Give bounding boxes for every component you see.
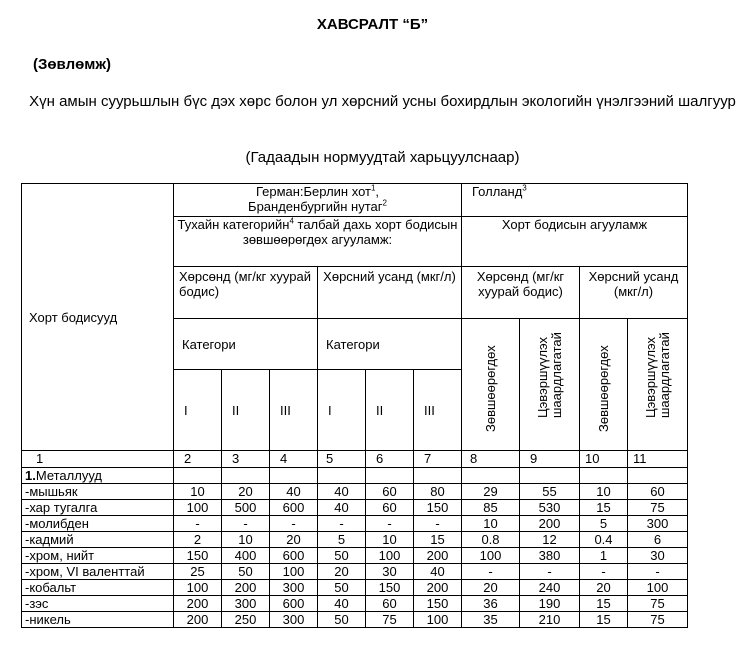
germany-subheader: Тухайн категорийн$^4$ талбай дахь хорт бодисын зөвшөөрөгдөх агууламж: <box>174 217 462 267</box>
table-cell: 5 <box>318 532 366 548</box>
table-cell: 40 <box>318 596 366 612</box>
table-cell: - <box>520 564 580 580</box>
germany-soil-category: Категори <box>174 319 318 370</box>
table-cell: 380 <box>520 548 580 564</box>
category-iii: III <box>270 370 318 451</box>
substance-name: -кобальт <box>22 580 174 596</box>
table-cell: 15 <box>580 612 628 628</box>
substance-name: -хром, VI валенттай <box>22 564 174 580</box>
table-cell: 29 <box>462 484 520 500</box>
germany-soil-header: Хөрсөнд (мг/кг хуурай бодис) <box>174 267 318 319</box>
table-cell: 10 <box>580 484 628 500</box>
table-cell: 20 <box>580 580 628 596</box>
substance-name: -молибден <box>22 516 174 532</box>
table-cell: 100 <box>270 564 318 580</box>
table-row <box>22 532 688 548</box>
table-cell: 5 <box>580 516 628 532</box>
table-cell: 40 <box>318 484 366 500</box>
table-cell: 150 <box>414 500 462 516</box>
column-number: 4 <box>270 451 318 468</box>
table-cell: 10 <box>366 532 414 548</box>
holland-soil-cleanup: Цэвэршүүлэх шаардлагатай <box>520 319 580 451</box>
table-cell: 10 <box>174 484 222 500</box>
table-cell: 85 <box>462 500 520 516</box>
appendix-title: ХАВСРАЛТ “Б” <box>316 16 429 33</box>
germany-water-category: Категори <box>318 319 462 370</box>
table-cell: - <box>414 516 462 532</box>
table-cell: - <box>270 516 318 532</box>
holland-water-permissible: Зөвшөөрөгдөх <box>580 319 628 451</box>
table-cell: 200 <box>174 596 222 612</box>
table-cell: 500 <box>222 500 270 516</box>
column-number: 5 <box>318 451 366 468</box>
table-cell: 2 <box>174 532 222 548</box>
column-number: 10 <box>580 451 628 468</box>
substances-header: Хорт бодисууд <box>22 184 174 451</box>
table-cell: 20 <box>462 580 520 596</box>
table-cell: 300 <box>270 580 318 596</box>
table-cell: 75 <box>366 612 414 628</box>
table-cell: 15 <box>580 596 628 612</box>
group-label: 1.Металлууд <box>22 468 174 484</box>
table-cell: 30 <box>366 564 414 580</box>
holland-water-header: Хөрсний усанд (мкг/л) <box>580 267 688 319</box>
holland-water-cleanup: Цэвэршүүлэх шаардлагатай <box>628 319 688 451</box>
table-cell: 200 <box>520 516 580 532</box>
table-row <box>22 548 688 564</box>
table-cell: 0.8 <box>462 532 520 548</box>
table-cell: 150 <box>414 596 462 612</box>
substance-name: -хар тугалга <box>22 500 174 516</box>
category-i: I <box>318 370 366 451</box>
substance-name: -зэс <box>22 596 174 612</box>
table-cell: 75 <box>628 612 688 628</box>
table-cell: 300 <box>270 612 318 628</box>
criteria-table <box>21 183 688 628</box>
table-cell: 55 <box>520 484 580 500</box>
column-number: 8 <box>462 451 520 468</box>
table-cell: 400 <box>222 548 270 564</box>
table-cell: 600 <box>270 548 318 564</box>
table-cell: 60 <box>366 500 414 516</box>
table-cell: 200 <box>414 548 462 564</box>
table-cell: 20 <box>318 564 366 580</box>
table-cell: 100 <box>462 548 520 564</box>
table-cell: 40 <box>270 484 318 500</box>
table-cell: 100 <box>174 580 222 596</box>
holland-soil-permissible: Зөвшөөрөгдөх <box>462 319 520 451</box>
table-cell: 150 <box>366 580 414 596</box>
table-cell: 600 <box>270 596 318 612</box>
table-cell: 50 <box>222 564 270 580</box>
table-cell: 60 <box>628 484 688 500</box>
table-cell: - <box>366 516 414 532</box>
column-number: 1 <box>22 451 174 468</box>
table-cell: 200 <box>414 580 462 596</box>
table-row <box>22 500 688 516</box>
holland-header: Голланд$^3$ <box>462 184 688 217</box>
document-heading: Хүн амын суурьшлын бүс дэх хөрс болон ул хөрсний усны бохирдлын экологийн үнэлгээний шалгуур <box>29 93 736 110</box>
table-cell: - <box>462 564 520 580</box>
table-cell: 30 <box>628 548 688 564</box>
table-row <box>22 564 688 580</box>
table-cell: 10 <box>222 532 270 548</box>
table-cell: - <box>628 564 688 580</box>
holland-subheader: Хорт бодисын агууламж <box>462 217 688 267</box>
substance-name: -никель <box>22 612 174 628</box>
substance-name: -мышьяк <box>22 484 174 500</box>
table-cell: 200 <box>174 612 222 628</box>
table-cell: 80 <box>414 484 462 500</box>
table-cell: 20 <box>270 532 318 548</box>
table-cell: 12 <box>520 532 580 548</box>
data-rows <box>22 484 688 628</box>
table-cell: 300 <box>628 516 688 532</box>
table-cell: 15 <box>580 500 628 516</box>
comparison-note: (Гадаадын нормуудтай харьцуулснаар) <box>245 149 520 166</box>
table-cell: 190 <box>520 596 580 612</box>
table-cell: 6 <box>628 532 688 548</box>
table-cell: - <box>222 516 270 532</box>
table-row <box>22 484 688 500</box>
table-row <box>22 612 688 628</box>
category-ii: II <box>222 370 270 451</box>
column-number: 7 <box>414 451 462 468</box>
table-cell: 1 <box>580 548 628 564</box>
column-number: 6 <box>366 451 414 468</box>
table-cell: 0.4 <box>580 532 628 548</box>
table-row <box>22 516 688 532</box>
table-cell: 530 <box>520 500 580 516</box>
table-cell: 15 <box>414 532 462 548</box>
table-cell: 300 <box>222 596 270 612</box>
table-cell: 40 <box>318 500 366 516</box>
table-cell: 50 <box>318 548 366 564</box>
substance-name: -кадмий <box>22 532 174 548</box>
table-cell: 150 <box>174 548 222 564</box>
table-cell: 60 <box>366 484 414 500</box>
table-cell: 10 <box>462 516 520 532</box>
table-cell: 75 <box>628 596 688 612</box>
table-cell: 40 <box>414 564 462 580</box>
column-number: 9 <box>520 451 580 468</box>
table-cell: 240 <box>520 580 580 596</box>
table-cell: 60 <box>366 596 414 612</box>
table-cell: 35 <box>462 612 520 628</box>
category-ii: II <box>366 370 414 451</box>
category-i: I <box>174 370 222 451</box>
table-cell: 100 <box>628 580 688 596</box>
table-row <box>22 580 688 596</box>
table-cell: - <box>318 516 366 532</box>
germany-header: Герман:Берлин хот$^1$, Бранденбургийн нутаг$^2$ <box>174 184 462 217</box>
table-cell: - <box>174 516 222 532</box>
table-cell: 100 <box>414 612 462 628</box>
table-cell: 50 <box>318 612 366 628</box>
table-cell: 210 <box>520 612 580 628</box>
table-row <box>22 596 688 612</box>
column-number: 11 <box>628 451 688 468</box>
table-cell: 75 <box>628 500 688 516</box>
recommendation-label: (Зөвлөмж) <box>33 56 111 73</box>
category-iii: III <box>414 370 462 451</box>
column-number: 2 <box>174 451 222 468</box>
table-cell: 200 <box>222 580 270 596</box>
table-cell: 50 <box>318 580 366 596</box>
table-cell: 36 <box>462 596 520 612</box>
column-number: 3 <box>222 451 270 468</box>
table-cell: 100 <box>174 500 222 516</box>
table-cell: - <box>580 564 628 580</box>
table-cell: 100 <box>366 548 414 564</box>
table-cell: 20 <box>222 484 270 500</box>
table-cell: 250 <box>222 612 270 628</box>
table-cell: 25 <box>174 564 222 580</box>
table-cell: 600 <box>270 500 318 516</box>
substance-name: -хром, нийт <box>22 548 174 564</box>
germany-water-header: Хөрсний усанд (мкг/л) <box>318 267 462 319</box>
holland-soil-header: Хөрсөнд (мг/кг хуурай бодис) <box>462 267 580 319</box>
column-number-row <box>22 451 688 468</box>
group-row <box>22 468 688 484</box>
